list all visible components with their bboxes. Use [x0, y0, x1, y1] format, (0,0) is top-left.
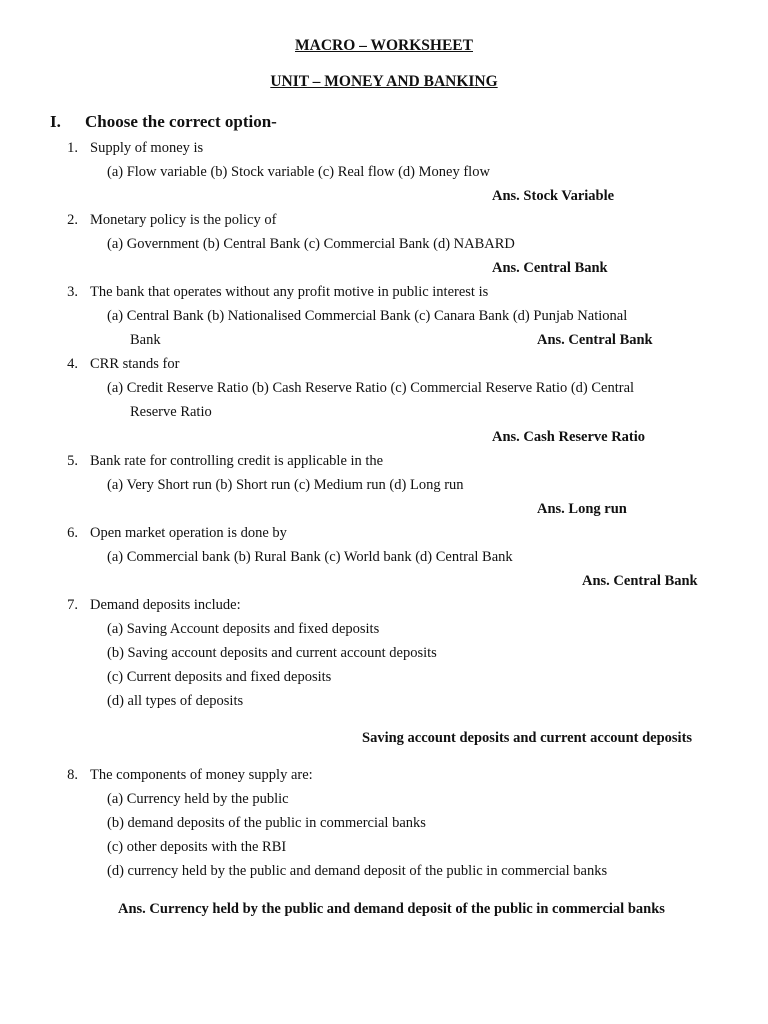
section-heading: Choose the correct option-	[85, 112, 277, 131]
question-text: The bank that operates without any profit motive in public interest is	[90, 284, 489, 300]
question-option: (a) Currency held by the public	[107, 791, 289, 807]
question-text: Demand deposits include:	[90, 597, 241, 613]
question-text: Open market operation is done by	[90, 525, 287, 541]
question-text: Bank rate for controlling credit is applicable in the	[90, 453, 384, 469]
question-option: (d) all types of deposits	[107, 693, 244, 709]
question-option: (b) demand deposits of the public in commercial banks	[107, 815, 426, 831]
question-answer: Ans. Cash Reserve Ratio	[492, 429, 646, 445]
question-text: Supply of money is	[90, 140, 204, 156]
question-option: (a) Commercial bank (b) Rural Bank (c) World bank (d) Central Bank	[107, 549, 513, 565]
question-number: 1.	[67, 140, 78, 156]
question-answer: Ans. Currency held by the public and demand deposit of the public in commercial banks	[118, 901, 665, 917]
question-answer: Ans. Central Bank	[492, 260, 608, 276]
question-text: Monetary policy is the policy of	[90, 212, 277, 228]
question-option: Reserve Ratio	[130, 404, 212, 420]
question-answer: Saving account deposits and current account deposits	[362, 730, 693, 746]
page-title: MACRO – WORKSHEET	[295, 37, 473, 54]
question-option: (d) currency held by the public and demand deposit of the public in commercial banks	[107, 863, 608, 879]
question-option: (a) Saving Account deposits and fixed deposits	[107, 621, 380, 637]
question-option: (a) Flow variable (b) Stock variable (c) Real flow (d) Money flow	[107, 164, 490, 180]
question-number: 8.	[67, 767, 78, 783]
question-option: (a) Very Short run (b) Short run (c) Medium run (d) Long run	[107, 477, 464, 493]
question-option: (a) Credit Reserve Ratio (b) Cash Reserve Ratio (c) Commercial Reserve Ratio (d) Central	[107, 380, 635, 396]
question-number: 3.	[67, 284, 78, 300]
question-answer: Ans. Long run	[537, 501, 627, 517]
question-option: (c) other deposits with the RBI	[107, 839, 287, 855]
question-text: CRR stands for	[90, 356, 180, 372]
question-answer: Ans. Stock Variable	[492, 188, 615, 204]
question-answer: Ans. Central Bank	[582, 573, 698, 589]
question-text: The components of money supply are:	[90, 767, 313, 783]
question-option: (a) Central Bank (b) Nationalised Commercial Bank (c) Canara Bank (d) Punjab National	[107, 308, 628, 324]
question-number: 7.	[67, 597, 78, 613]
question-option: Bank	[130, 332, 161, 348]
question-number: 6.	[67, 525, 78, 541]
section-numeral: I.	[50, 112, 61, 131]
question-number: 5.	[67, 453, 78, 469]
question-answer: Ans. Central Bank	[537, 332, 653, 348]
question-option: (b) Saving account deposits and current account deposits	[107, 645, 437, 661]
question-option: (a) Government (b) Central Bank (c) Commercial Bank (d) NABARD	[107, 236, 515, 252]
question-number: 2.	[67, 212, 78, 228]
unit-title: UNIT – MONEY AND BANKING	[270, 73, 498, 90]
question-number: 4.	[67, 356, 78, 372]
question-option: (c) Current deposits and fixed deposits	[107, 669, 332, 685]
